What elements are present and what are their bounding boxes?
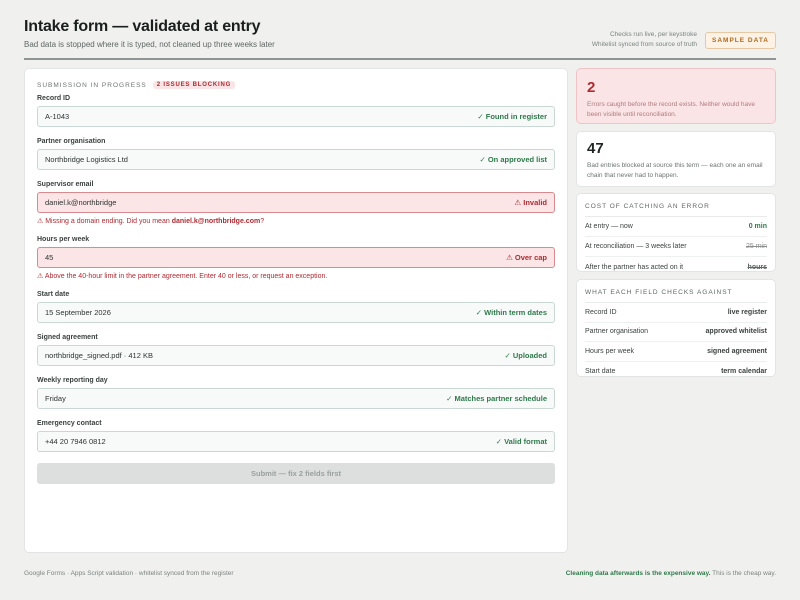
cost-row [585, 217, 767, 237]
hours-per-week-input[interactable] [37, 247, 555, 268]
input-value: 15 September 2026 [45, 308, 111, 317]
field-emergency-contact [37, 420, 555, 452]
check-row-label: Partner organisation [585, 328, 649, 336]
cost-row [585, 257, 767, 277]
field-label: Partner organisation [37, 138, 106, 145]
field-partner-organisation [37, 138, 555, 170]
email-error-message [37, 217, 555, 225]
check-row-value: live register [727, 308, 767, 316]
cost-row [585, 237, 767, 257]
emergency-contact-input[interactable] [37, 431, 555, 452]
check-row [585, 342, 767, 362]
page-footer [24, 570, 776, 577]
issues-badge: 2 ISSUES BLOCKING [153, 81, 235, 89]
header-note-2: Whitelist synced from source of truth [591, 41, 698, 48]
check-row [585, 362, 767, 382]
partner-organisation-input[interactable] [37, 149, 555, 170]
cost-panel-title: COST OF CATCHING AN ERROR [585, 194, 767, 217]
field-label: Record ID [37, 95, 71, 102]
signed-agreement-upload[interactable] [37, 345, 555, 366]
input-value: daniel.k@northbridge [45, 198, 117, 207]
check-row-label: Record ID [585, 308, 617, 316]
start-date-input[interactable] [37, 302, 555, 323]
form-header [37, 81, 555, 89]
entries-blocked-description: Bad entries blocked at source this term — each one an email chain that never had to happen. [587, 162, 763, 179]
field-label: Emergency contact [37, 420, 102, 427]
valid-status: ✓ Matches partner schedule [446, 394, 547, 403]
field-hours-per-week [37, 236, 555, 280]
cost-row-label: After the partner has acted on it [585, 263, 684, 271]
check-row-value: approved whitelist [705, 328, 767, 336]
field-label: Supervisor email [37, 181, 94, 188]
header-notes [592, 30, 697, 50]
over-cap-status: ⚠ Over cap [506, 253, 547, 262]
intake-form [24, 68, 568, 553]
check-row [585, 303, 767, 323]
field-signed-agreement [37, 334, 555, 366]
cost-row-label: At reconciliation — 3 weeks later [585, 243, 687, 250]
valid-status: ✓ On approved list [479, 155, 547, 164]
errors-caught-card [576, 68, 776, 124]
entries-blocked-card [576, 131, 776, 187]
error-text: ⚠ Missing a domain ending. Did you mean [37, 218, 172, 225]
check-row-label: Hours per week [585, 347, 635, 355]
cost-row-label: At entry — now [585, 223, 633, 230]
error-suffix: ? [260, 218, 265, 225]
check-row-value: term calendar [721, 367, 767, 375]
field-supervisor-email [37, 181, 555, 225]
checks-panel-title: WHAT EACH FIELD CHECKS AGAINST [585, 280, 767, 303]
header-meta [592, 30, 776, 50]
cost-panel [576, 193, 776, 272]
weekly-reporting-day-select[interactable] [37, 388, 555, 409]
email-suggestion-link[interactable]: daniel.k@northbridge.com [171, 218, 261, 225]
sample-data-badge: SAMPLE DATA [705, 32, 776, 49]
record-id-input[interactable] [37, 106, 555, 127]
cost-row-value: hours [747, 263, 767, 271]
input-value: 45 [45, 253, 54, 262]
valid-status: ✓ Within term dates [475, 308, 547, 317]
submission-status-label: SUBMISSION IN PROGRESS [37, 81, 147, 89]
cost-row-value: 0 min [748, 223, 767, 230]
field-label: Weekly reporting day [37, 377, 108, 384]
submit-button[interactable]: Submit — fix 2 fields first [37, 463, 555, 484]
field-label: Hours per week [37, 236, 90, 243]
footer-left-text: Google Forms · Apps Script validation · whitelist synced from the register [24, 570, 234, 577]
check-row [585, 323, 767, 343]
cost-row-value: 25 min [745, 243, 767, 250]
field-label: Signed agreement [37, 334, 98, 341]
field-weekly-reporting-day [37, 377, 555, 409]
page-title: Intake form — validated at entry [24, 18, 261, 35]
input-value: northbridge_signed.pdf · 412 KB [45, 351, 153, 360]
input-value: +44 20 7946 0812 [45, 437, 106, 446]
input-value: A-1043 [45, 112, 70, 121]
check-row-label: Start date [585, 367, 616, 375]
page-subtitle: Bad data is stopped where it is typed, not cleaned up three weeks later [24, 40, 275, 49]
input-value: Friday [45, 394, 66, 403]
field-start-date [37, 291, 555, 323]
footer-rest: This is the cheap way. [710, 570, 776, 577]
errors-caught-count: 2 [587, 79, 596, 96]
entries-blocked-count: 47 [587, 140, 604, 157]
input-value: Northbridge Logistics Ltd [45, 155, 128, 164]
valid-status: ✓ Valid format [495, 437, 547, 446]
check-row-value: signed agreement [707, 347, 767, 355]
page-header [24, 18, 776, 60]
supervisor-email-input[interactable] [37, 192, 555, 213]
errors-caught-description: Errors caught before the record exists. Neither would have been visible until reconciliation. [587, 101, 756, 118]
footer-emphasis: Cleaning data afterwards is the expensive way. [565, 570, 711, 577]
field-checks-panel [576, 279, 776, 377]
field-label: Start date [37, 291, 70, 298]
hours-error-message: ⚠ Above the 40-hour limit in the partner agreement. Enter 40 or less, or request an exception. [37, 273, 328, 280]
valid-status: ✓ Uploaded [504, 351, 547, 360]
header-note-1: Checks run live, per keystroke [609, 31, 698, 38]
footer-right-text [566, 570, 776, 577]
invalid-status: ⚠ Invalid [514, 198, 547, 207]
valid-status: ✓ Found in register [477, 112, 547, 121]
field-record-id [37, 95, 555, 127]
